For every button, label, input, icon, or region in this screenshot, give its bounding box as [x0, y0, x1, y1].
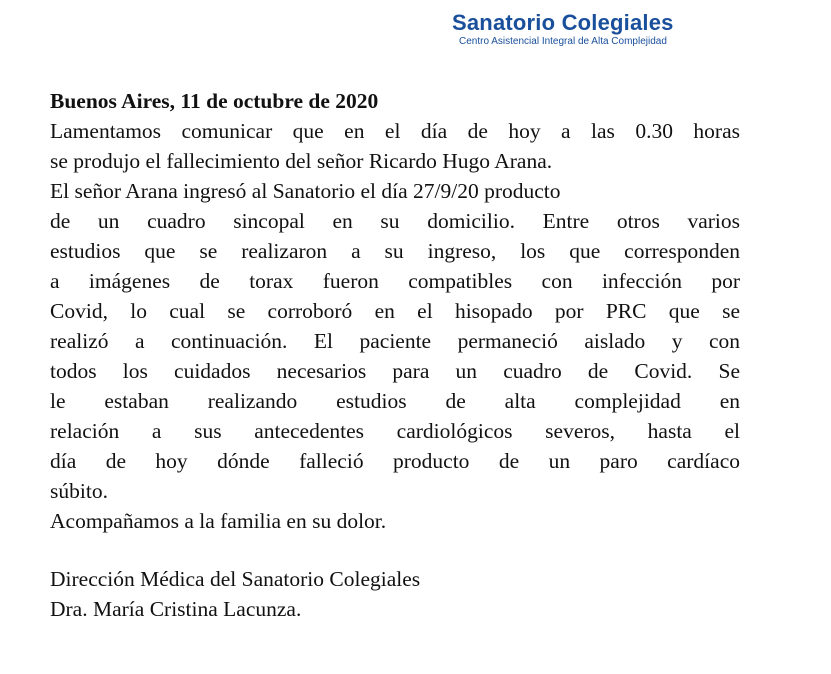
letterhead — [452, 10, 752, 48]
logo-name: Sanatorio Colegiales — [452, 10, 674, 35]
body-line: día de hoy dónde falleció producto de un paro cardíaco — [50, 449, 740, 473]
body-line: Lamentamos comunicar que en el día de hoy a las 0.30 horas — [50, 119, 740, 143]
body-line: todos los cuidados necesarios para un cuadro de Covid. Se — [50, 359, 740, 383]
body-line: Covid, lo cual se corroboró en el hisopado por PRC que se — [50, 299, 740, 323]
spacer — [50, 536, 740, 564]
body-line: a imágenes de torax fueron compatibles con infección por — [50, 269, 740, 293]
body-line: se produjo el fallecimiento del señor Ricardo Hugo Arana. — [50, 149, 553, 173]
body-line: realizó a continuación. El paciente permaneció aislado y con — [50, 329, 740, 353]
body-line: súbito. — [50, 479, 108, 503]
closing-line: Acompañamos a la familia en su dolor. — [50, 509, 387, 533]
logo-subtitle: Centro Asistencial Integral de Alta Complejidad — [459, 36, 667, 47]
body-line: El señor Arana ingresó al Sanatorio el día 27/9/20 producto — [50, 179, 561, 203]
body-text — [50, 116, 740, 536]
letter-body — [50, 86, 740, 624]
signature-name: Dra. María Cristina Lacunza. — [50, 597, 302, 621]
signature-department: Dirección Médica del Sanatorio Colegiales — [50, 567, 421, 591]
body-line: estudios que se realizaron a su ingreso, los que corresponden — [50, 239, 740, 263]
date-line: Buenos Aires, 11 de octubre de 2020 — [50, 89, 379, 113]
body-line: relación a sus antecedentes cardiológicos severos, hasta el — [50, 419, 740, 443]
body-line: le estaban realizando estudios de alta complejidad en — [50, 389, 740, 413]
body-line: de un cuadro sincopal en su domicilio. Entre otros varios — [50, 209, 740, 233]
